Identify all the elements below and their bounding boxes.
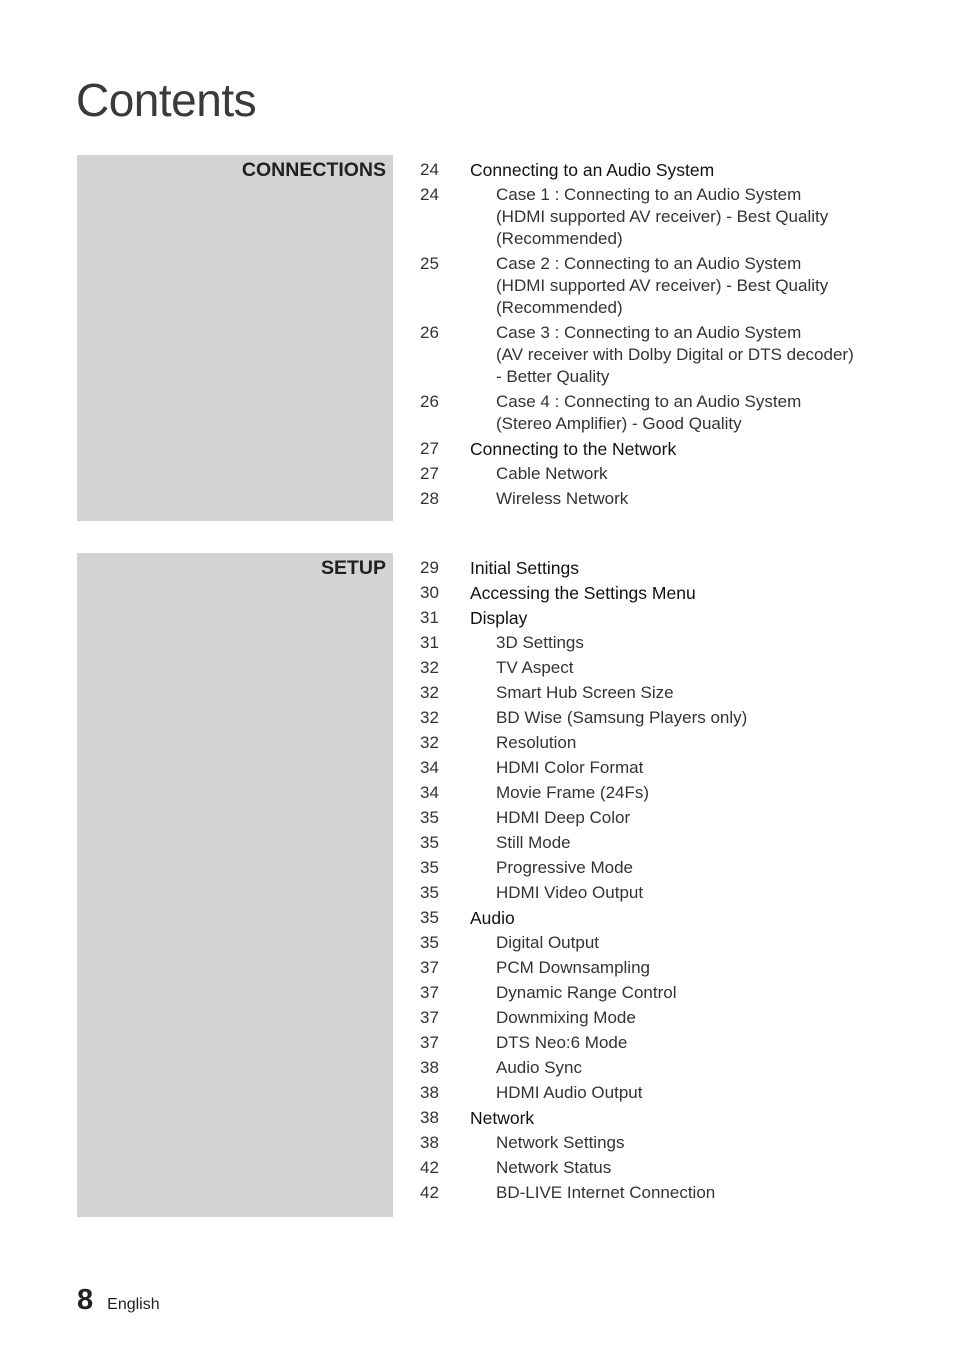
toc-entry-title: Resolution [496, 733, 577, 752]
toc-page-number: 35 [420, 883, 439, 902]
toc-entry-title: Movie Frame (24Fs) [496, 783, 650, 802]
toc-entry-sub[interactable] [420, 982, 880, 1004]
toc-page-number: 27 [420, 464, 439, 483]
section-box [77, 155, 393, 521]
toc-page-number: 37 [420, 958, 439, 977]
toc-entry-title: BD Wise (Samsung Players only) [496, 708, 748, 727]
toc-entry-title: Dynamic Range Control [496, 983, 677, 1002]
toc-entries [420, 159, 880, 513]
toc-page-number: 28 [420, 489, 439, 508]
toc-entry-title: Downmixing Mode [496, 1008, 636, 1027]
toc-entry-main[interactable] [420, 1107, 880, 1129]
toc-entry-sub[interactable] [420, 322, 880, 388]
toc-entry-title: HDMI Color Format [496, 758, 644, 777]
toc-page-number: 32 [420, 733, 439, 752]
toc-entry-title: Wireless Network [496, 489, 629, 508]
toc-entry-title: Case 4 : Connecting to an Audio System (Stereo Amplifier) - Good Quality [496, 392, 802, 433]
toc-page-number: 38 [420, 1108, 439, 1127]
toc-entry-main[interactable] [420, 907, 880, 929]
toc-page-number: 30 [420, 583, 439, 602]
toc-entry-title: Accessing the Settings Menu [470, 583, 696, 603]
toc-entry-sub[interactable] [420, 757, 880, 779]
toc-entry-sub[interactable] [420, 184, 880, 250]
toc-entry-sub[interactable] [420, 1032, 880, 1054]
toc-page-number: 31 [420, 608, 439, 627]
toc-page-number: 38 [420, 1083, 439, 1102]
toc-entry-main[interactable] [420, 438, 880, 460]
toc-page-number: 27 [420, 439, 439, 458]
toc-page-number: 34 [420, 758, 439, 777]
toc-page-number: 35 [420, 858, 439, 877]
toc-page-number: 35 [420, 908, 439, 927]
toc-page-number: 35 [420, 808, 439, 827]
toc-entry-title: Network [470, 1108, 535, 1128]
toc-entry-sub[interactable] [420, 732, 880, 754]
toc-entry-sub[interactable] [420, 253, 880, 319]
toc-page-number: 26 [420, 323, 439, 342]
toc-entry-main[interactable] [420, 607, 880, 629]
toc-page-number: 38 [420, 1058, 439, 1077]
toc-entry-title: HDMI Audio Output [496, 1083, 643, 1102]
toc-page-number: 31 [420, 633, 439, 652]
toc-entry-sub[interactable] [420, 882, 880, 904]
toc-entry-sub[interactable] [420, 1157, 880, 1179]
toc-entry-sub[interactable] [420, 632, 880, 654]
section-label: CONNECTIONS [241, 159, 386, 181]
toc-page-number: 35 [420, 833, 439, 852]
toc-entry-main[interactable] [420, 557, 880, 579]
toc-page-number: 37 [420, 1033, 439, 1052]
toc-entry-sub[interactable] [420, 782, 880, 804]
toc-entry-title: Case 3 : Connecting to an Audio System (AV receiver with Dolby Digital or DTS decoder) - Better Quality [496, 323, 854, 386]
toc-entry-sub[interactable] [420, 657, 880, 679]
section-label: SETUP [320, 557, 386, 579]
toc-entry-sub[interactable] [420, 1057, 880, 1079]
toc-entry-title: Case 1 : Connecting to an Audio System (HDMI supported AV receiver) - Best Quality (Recommended) [496, 185, 829, 248]
toc-entry-sub[interactable] [420, 857, 880, 879]
toc-page-number: 29 [420, 558, 439, 577]
toc-entries [420, 557, 880, 1207]
toc-page-number: 37 [420, 1008, 439, 1027]
page-number: 8 [77, 1284, 94, 1316]
toc-entry-title: Progressive Mode [496, 858, 634, 877]
toc-entry-title: DTS Neo:6 Mode [496, 1033, 628, 1052]
toc-entry-sub[interactable] [420, 1182, 880, 1204]
toc-entry-sub[interactable] [420, 832, 880, 854]
toc-entry-title: Cable Network [496, 464, 608, 483]
toc-entry-title: Connecting to an Audio System [470, 160, 715, 180]
toc-entry-sub[interactable] [420, 807, 880, 829]
toc-entry-sub[interactable] [420, 463, 880, 485]
toc-entry-title: Still Mode [496, 833, 571, 852]
toc-entry-title: Case 2 : Connecting to an Audio System (HDMI supported AV receiver) - Best Quality (Recommended) [496, 254, 829, 317]
toc-entry-sub[interactable] [420, 1007, 880, 1029]
toc-entry-sub[interactable] [420, 488, 880, 510]
page-title: Contents [76, 74, 257, 126]
toc-entry-title: HDMI Deep Color [496, 808, 631, 827]
toc-entry-sub[interactable] [420, 957, 880, 979]
toc-page-number: 32 [420, 658, 439, 677]
toc-entry-title: Smart Hub Screen Size [496, 683, 674, 702]
toc-page-number: 32 [420, 683, 439, 702]
toc-entry-sub[interactable] [420, 391, 880, 435]
toc-entry-main[interactable] [420, 582, 880, 604]
toc-entry-title: Audio Sync [496, 1058, 582, 1077]
toc-page-number: 35 [420, 933, 439, 952]
toc-entry-title: Display [470, 608, 528, 628]
toc-entry-title: Network Settings [496, 1133, 625, 1152]
toc-entry-sub[interactable] [420, 932, 880, 954]
toc-entry-sub[interactable] [420, 707, 880, 729]
page-footer [77, 1284, 160, 1317]
toc-page-number: 32 [420, 708, 439, 727]
footer-language: English [107, 1296, 160, 1313]
toc-entry-sub[interactable] [420, 1082, 880, 1104]
toc-entry-title: HDMI Video Output [496, 883, 644, 902]
toc-entry-title: BD-LIVE Internet Connection [496, 1183, 716, 1202]
toc-entry-title: PCM Downsampling [496, 958, 650, 977]
toc-entry-title: Digital Output [496, 933, 599, 952]
toc-entry-title: Network Status [496, 1158, 612, 1177]
toc-page-number: 42 [420, 1183, 439, 1202]
section-box [77, 553, 393, 1217]
toc-entry-title: Audio [470, 908, 515, 928]
toc-page-number: 24 [420, 185, 439, 204]
toc-page-number: 34 [420, 783, 439, 802]
toc-entry-sub[interactable] [420, 682, 880, 704]
toc-entry-sub[interactable] [420, 1132, 880, 1154]
toc-entry-title: Connecting to the Network [470, 439, 677, 459]
section-setup [77, 553, 877, 1217]
toc-page-number: 26 [420, 392, 439, 411]
toc-entry-main[interactable] [420, 159, 880, 181]
toc-page-number: 37 [420, 983, 439, 1002]
toc-page-number: 42 [420, 1158, 439, 1177]
section-connections [77, 155, 877, 521]
toc-entry-title: 3D Settings [496, 633, 584, 652]
toc-page-number: 24 [420, 160, 439, 179]
toc-entry-title: Initial Settings [470, 558, 579, 578]
toc-page-number: 25 [420, 254, 439, 273]
toc-entry-title: TV Aspect [496, 658, 574, 677]
toc-page-number: 38 [420, 1133, 439, 1152]
